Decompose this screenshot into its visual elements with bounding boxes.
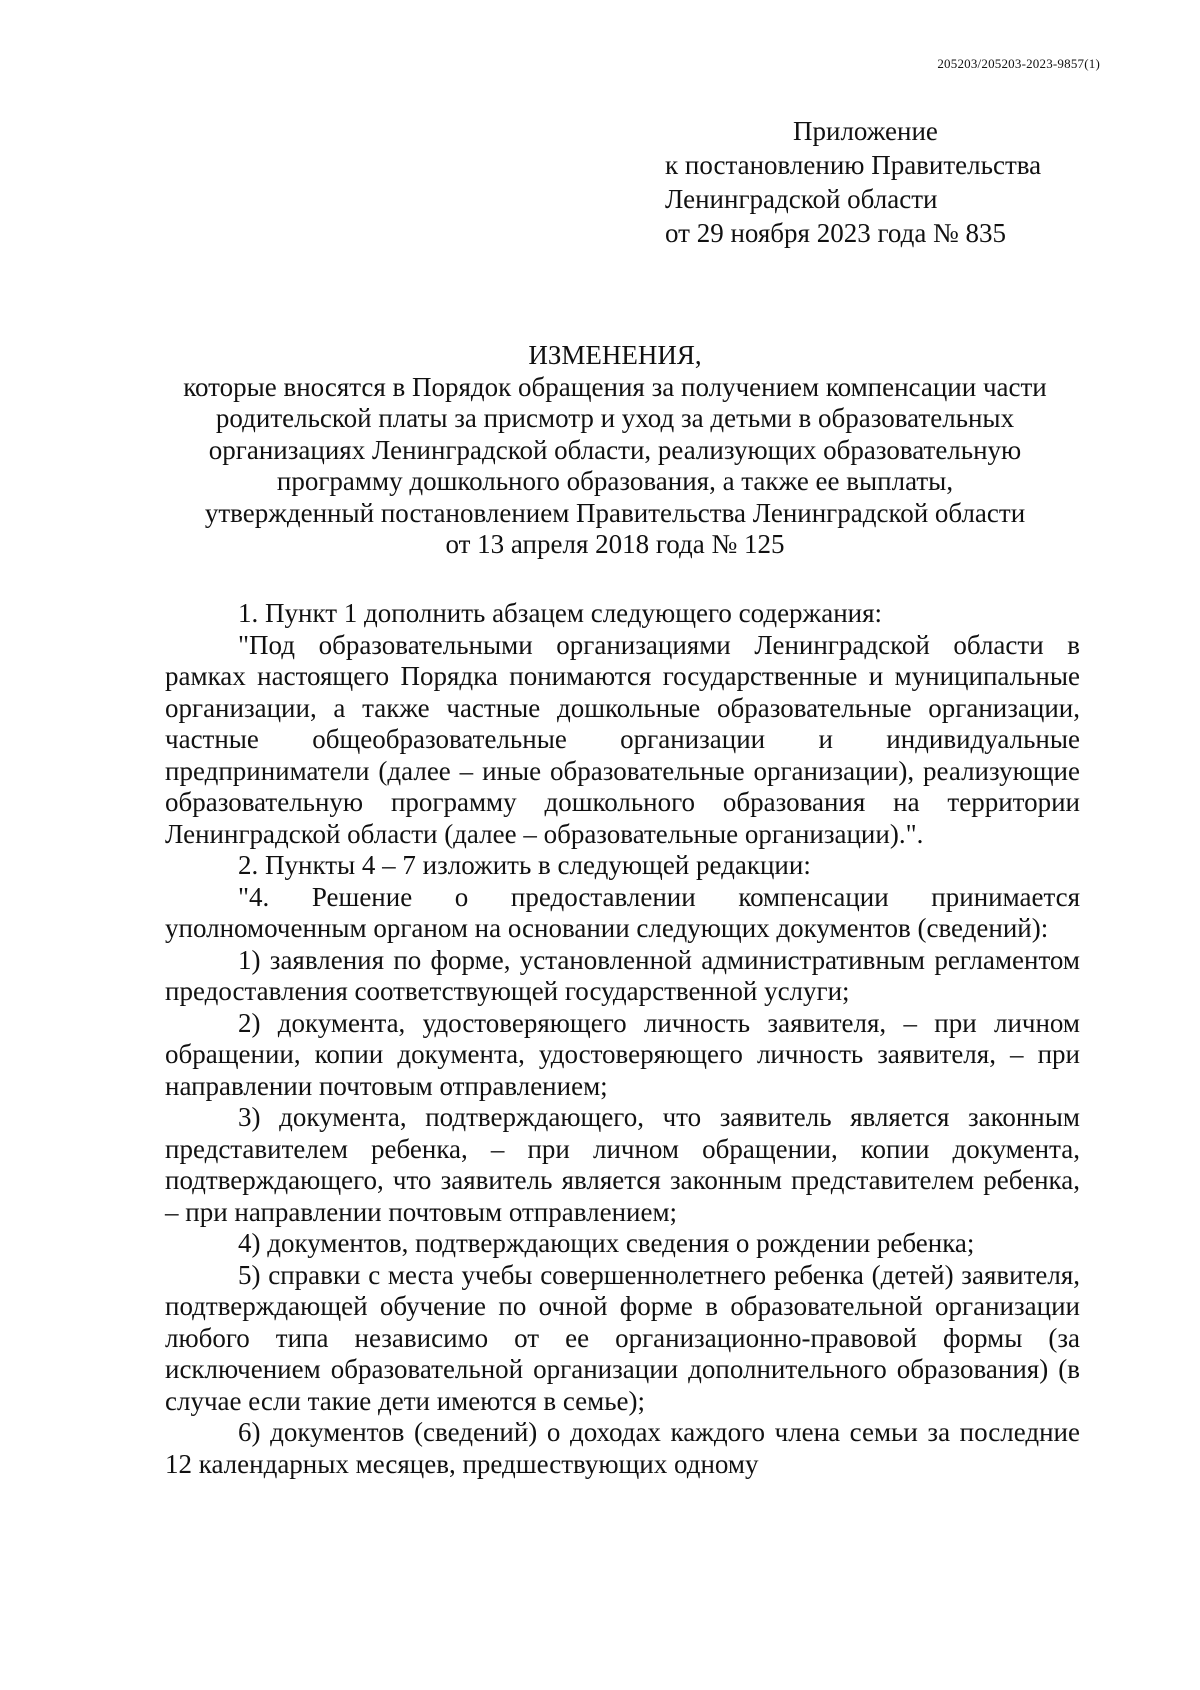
list-item: 6) документов (сведений) о доходах каждого члена семьи за последние 12 календарных месяцев, предшествующих одному [165,1417,1080,1479]
heading-subtitle-line: от 13 апреля 2018 года № 125 [445,529,785,559]
list-item: 5) справки с места учебы совершеннолетнего ребенка (детей) заявителя, подтверждающей обучение по очной форме в образовательной организации любого типа независимо от ее организационно-правовой формы (за исключением образовательной организации дополнительного образования) (в случае если такие дети имеются в семье); [165,1259,1080,1416]
appendix-line: Ленинградской области [665,184,938,214]
heading-subtitle-line: организациях Ленинградской области, реализующих образовательную [208,434,1022,465]
appendix-date-number: от 29 ноября 2023 года № 835 [665,218,1007,248]
list-item: 1) заявления по форме, установленной административным регламентом предоставления соответствующей государственной услуги; [165,944,1080,1006]
appendix-line: к постановлению Правительства [665,150,1042,180]
appendix-block [665,114,1041,250]
list-item: 3) документа, подтверждающего, что заявитель является законным представителем ребенка, – при личном обращении, копии документа, подтверждающего, что заявитель является законным представителем ребенка, – при направлении почтовым отправлением; [165,1102,1080,1227]
heading-subtitle-line: которые вносятся в Порядок обращения за получением компенсации части [183,371,1047,402]
paragraph-item-1: 1. Пункт 1 дополнить абзацем следующего содержания: [238,598,883,628]
list-item: 4) документов, подтверждающих сведения о рождении ребенка; [238,1228,975,1258]
heading-subtitle-line: родительской платы за присмотр и уход за детьми в образовательных [215,403,1015,433]
list-item: 2) документа, удостоверяющего личность заявителя, – при личном обращении, копии документа, удостоверяющего личность заявителя, – при направлении почтовым отправлением; [165,1007,1080,1101]
heading-subtitle-line: утвержденный постановлением Правительства Ленинградской области [204,497,1026,528]
paragraph-item-2: 2. Пункты 4 – 7 изложить в следующей редакции: [238,850,811,880]
heading-title: ИЗМЕНЕНИЯ, [528,340,702,370]
heading-subtitle-line: программу дошкольного образования, а также ее выплаты, [276,466,954,496]
document-registration-number: 205203/205203-2023-9857(1) [937,56,1100,71]
document-heading [150,340,1080,561]
appendix-title: Приложение [793,116,938,146]
paragraph-quoted-definition: "Под образовательными организациями Ленинградской области в рамках настоящего Порядка понимаются государственные и муниципальные организации, а также частные дошкольные образовательные организации, частные общеобразовательные организации и индивидуальные предприниматели (далее – иные образовательные организации), реализующие образовательную программу дошкольного образования на территории Ленинградской области (далее – образовательные организации).". [165,629,1080,849]
document-body [165,598,1080,1480]
paragraph-point-4: "4. Решение о предоставлении компенсации принимается уполномоченным органом на основании следующих документов (сведений): [165,881,1080,943]
